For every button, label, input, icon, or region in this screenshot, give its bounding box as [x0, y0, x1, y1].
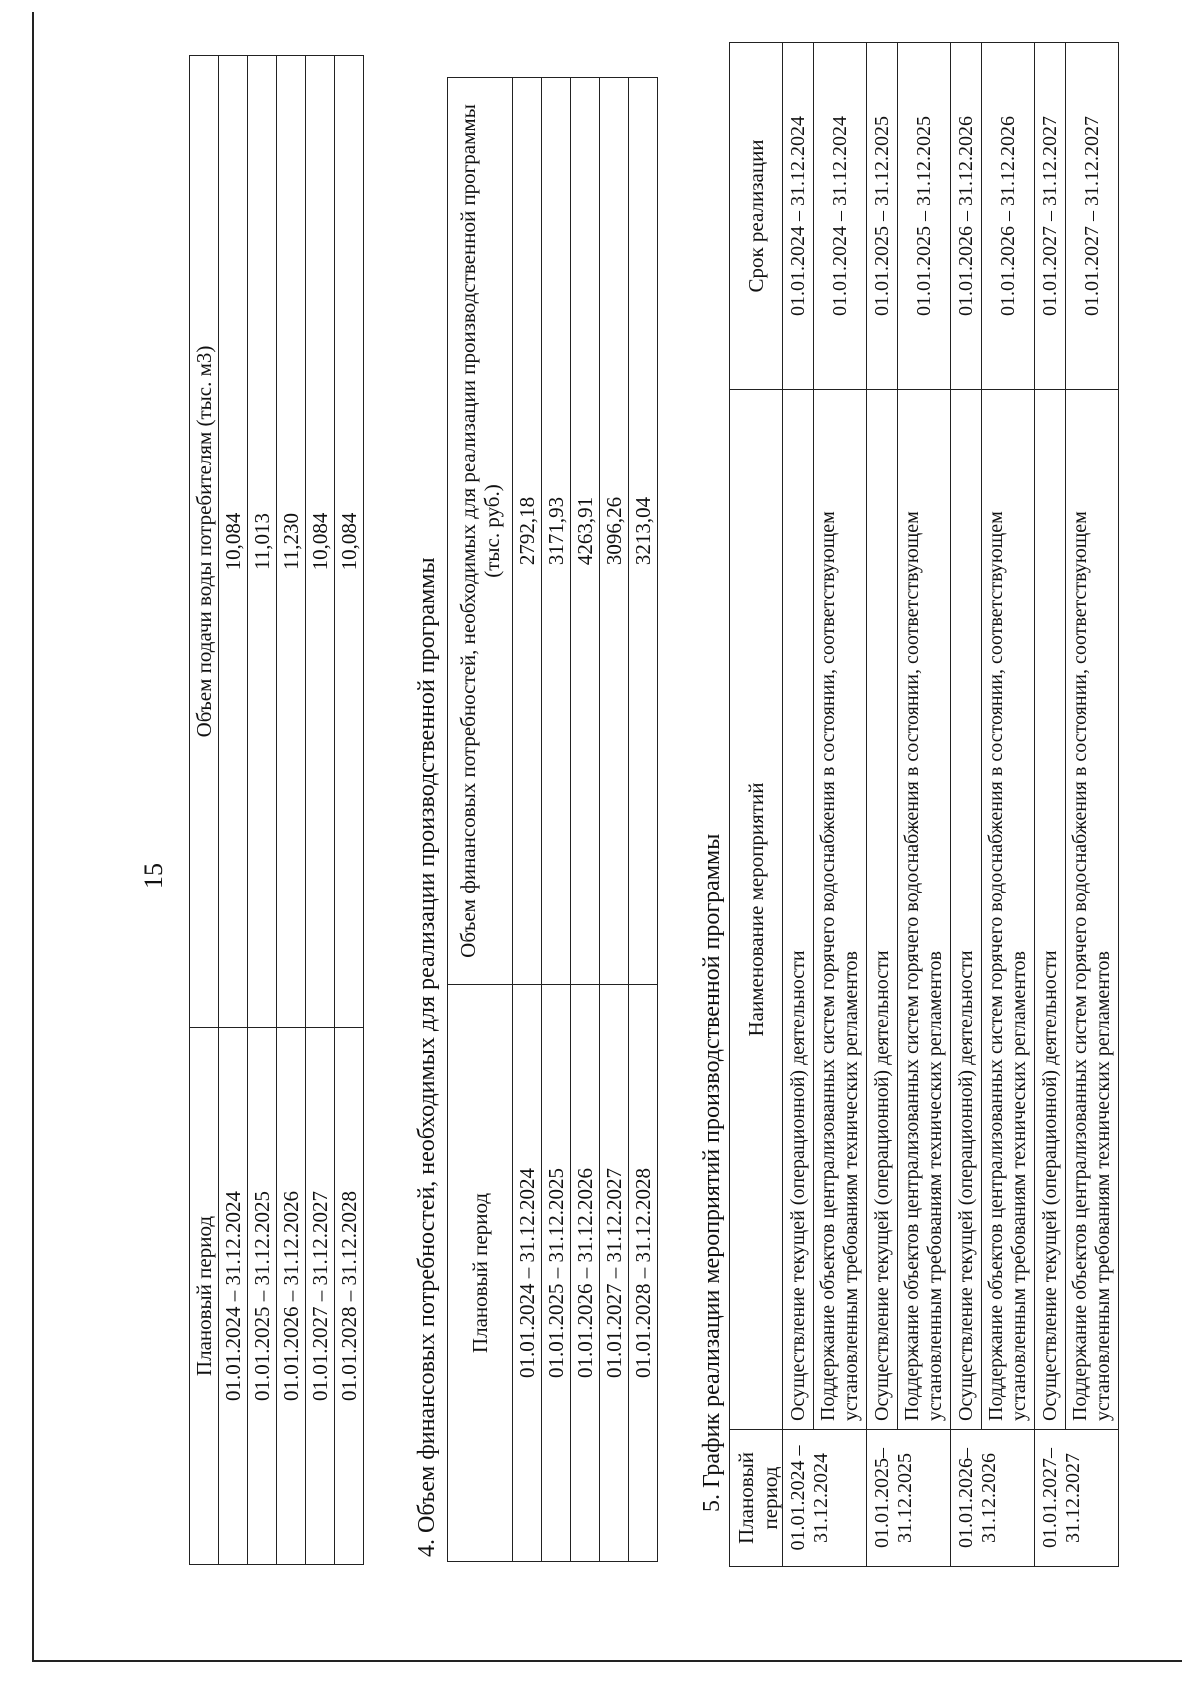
financial-volume-cell: 2792,18: [513, 78, 542, 985]
term-cell: 01.01.2024 – 31.12.2024: [814, 43, 867, 390]
financial-volume-cell: 3171,93: [542, 78, 571, 985]
activity-name-cell: Поддержание объектов централизованных систем горячего водоснабжения в состоянии, соответствующем установленным требованиям технических регламентов: [1066, 390, 1119, 1430]
table-row: [814, 43, 867, 1567]
table-row: [898, 43, 951, 1567]
term-cell: 01.01.2026 – 31.12.2026: [982, 43, 1035, 390]
period-cell: 01.01.2027– 31.12.2027: [1035, 1430, 1119, 1567]
column-header-period: Плановый период: [448, 985, 513, 1562]
column-header-term: Срок реализации: [730, 43, 783, 390]
table-row: [951, 43, 982, 1567]
term-cell: 01.01.2026 – 31.12.2026: [951, 43, 982, 390]
period-cell: 01.01.2026 – 31.12.2026: [277, 1028, 306, 1565]
period-cell: 01.01.2027 – 31.12.2027: [600, 985, 629, 1562]
table-row: [1066, 43, 1119, 1567]
water-supply-table: [189, 55, 364, 1565]
activity-name-cell: Осуществление текущей (операционной) деятельности: [951, 390, 982, 1430]
table-header-row: [190, 56, 219, 1565]
table-row: [600, 78, 629, 1562]
financial-volume-cell: 4263,91: [571, 78, 600, 985]
volume-cell: 11,013: [248, 56, 277, 1028]
column-header-volume: Объем подачи воды потребителям (тыс. м3): [190, 56, 219, 1028]
table-row: [1035, 43, 1066, 1567]
financial-needs-table: [447, 77, 658, 1562]
period-cell: 01.01.2024 – 31.12.2024: [513, 985, 542, 1562]
period-cell: 01.01.2026 – 31.12.2026: [571, 985, 600, 1562]
period-cell: 01.01.2024 – 31.12.2024: [783, 1430, 867, 1567]
term-cell: 01.01.2025 – 31.12.2025: [898, 43, 951, 390]
table-header-row: [730, 43, 783, 1567]
term-cell: 01.01.2024 – 31.12.2024: [783, 43, 814, 390]
activity-name-cell: Осуществление текущей (операционной) деятельности: [1035, 390, 1066, 1430]
period-cell: 01.01.2025– 31.12.2025: [867, 1430, 951, 1567]
table-row: [867, 43, 898, 1567]
table-row: [513, 78, 542, 1562]
volume-cell: 10,084: [335, 56, 364, 1028]
activity-name-cell: Осуществление текущей (операционной) деятельности: [867, 390, 898, 1430]
table-header-row: [448, 78, 513, 1562]
period-cell: 01.01.2026– 31.12.2026: [951, 1430, 1035, 1567]
table-row: [335, 56, 364, 1565]
table-row: [783, 43, 814, 1567]
term-cell: 01.01.2025 – 31.12.2025: [867, 43, 898, 390]
table-row: [219, 56, 248, 1565]
period-cell: 01.01.2025 – 31.12.2025: [542, 985, 571, 1562]
table-row: [542, 78, 571, 1562]
term-cell: 01.01.2027 – 31.12.2027: [1066, 43, 1119, 390]
column-header-financial-volume: Объем финансовых потребностей, необходимых для реализации производственной программы (тыс. руб.): [448, 78, 513, 985]
volume-cell: 10,084: [306, 56, 335, 1028]
period-cell: 01.01.2028 – 31.12.2028: [335, 1028, 364, 1565]
table-row: [248, 56, 277, 1565]
period-cell: 01.01.2028 – 31.12.2028: [629, 985, 658, 1562]
period-cell: 01.01.2024 – 31.12.2024: [219, 1028, 248, 1565]
table-row: [306, 56, 335, 1565]
term-cell: 01.01.2027 – 31.12.2027: [1035, 43, 1066, 390]
column-header-period: Плановый период: [730, 1430, 783, 1567]
page-number: 15: [139, 863, 168, 889]
section4-title: 4. Объем финансовых потребностей, необходимых для реализации производственной программы: [414, 557, 440, 1557]
table-row: [571, 78, 600, 1562]
column-header-activity: Наименование мероприятий: [730, 390, 783, 1430]
activity-name-cell: Поддержание объектов централизованных систем горячего водоснабжения в состоянии, соответствующем установленным требованиям технических регламентов: [898, 390, 951, 1430]
activity-name-cell: Осуществление текущей (операционной) деятельности: [783, 390, 814, 1430]
table-row: [629, 78, 658, 1562]
table-row: [277, 56, 306, 1565]
period-cell: 01.01.2027 – 31.12.2027: [306, 1028, 335, 1565]
volume-cell: 10,084: [219, 56, 248, 1028]
schedule-table: [729, 42, 1119, 1567]
period-cell: 01.01.2025 – 31.12.2025: [248, 1028, 277, 1565]
activity-name-cell: Поддержание объектов централизованных систем горячего водоснабжения в состоянии, соответствующем установленным требованиям технических регламентов: [814, 390, 867, 1430]
activity-name-cell: Поддержание объектов централизованных систем горячего водоснабжения в состоянии, соответствующем установленным требованиям технических регламентов: [982, 390, 1035, 1430]
column-header-period: Плановый период: [190, 1028, 219, 1565]
section5-title: 5. График реализации мероприятий производственной программы: [699, 833, 725, 1512]
financial-volume-cell: 3096,26: [600, 78, 629, 985]
table-row: [982, 43, 1035, 1567]
volume-cell: 11,230: [277, 56, 306, 1028]
rotated-document: [79, 77, 1200, 1637]
scanned-page: [32, 12, 1182, 1662]
financial-volume-cell: 3213,04: [629, 78, 658, 985]
